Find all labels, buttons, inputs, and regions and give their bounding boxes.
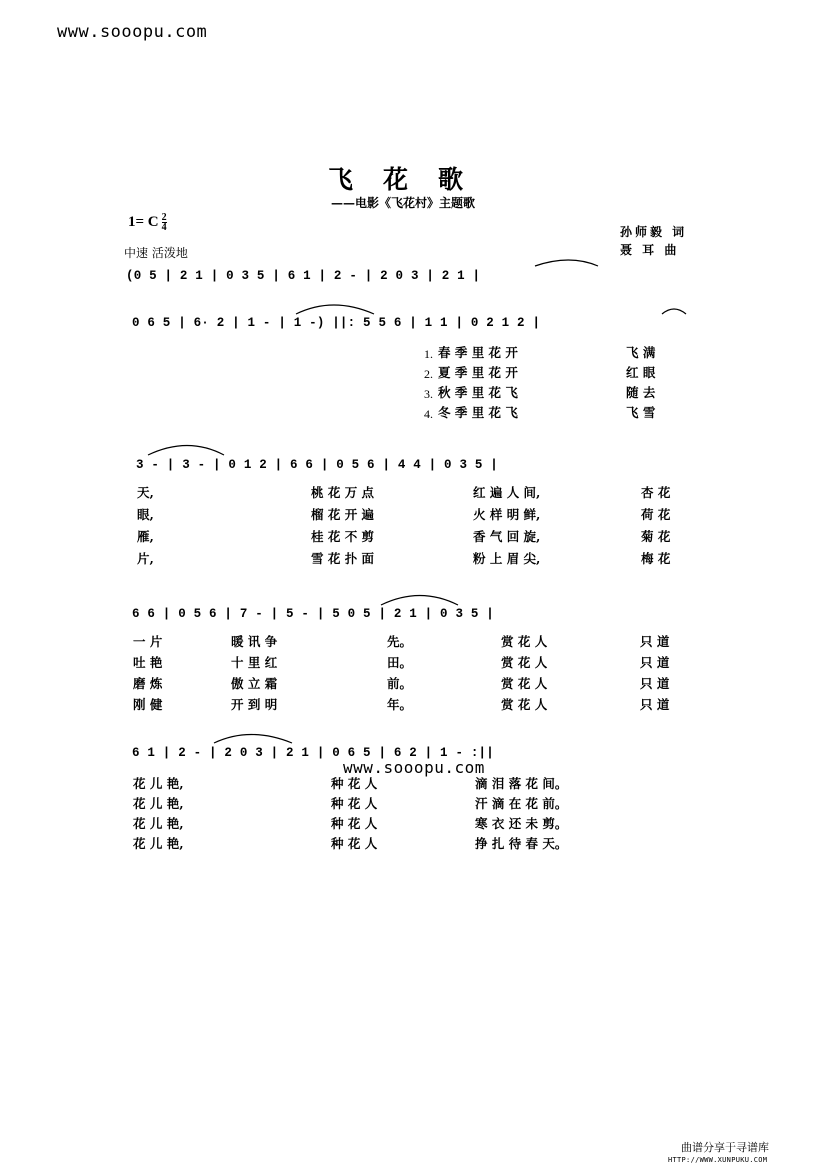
verse-number: 3. [424,387,433,401]
score-line-3: 3 - | 3 - | 0 1 2 | 6 6 | 0 5 6 | 4 4 | 0 3 5 | [136,458,498,472]
lyric-b: 种 花 人 [331,836,378,851]
song-subtitle: ——电影《飞花村》主题歌 [331,196,476,210]
verse-row [137,527,697,549]
verse-number: 1. [424,347,433,361]
lyric-d: 赏 花 人 [501,697,548,712]
verse-row [424,383,656,403]
lyric-b: 种 花 人 [331,816,378,831]
verse-row [133,774,693,794]
lyric-a: 一 片 [133,634,163,649]
lyric-d: 菊 花 [641,529,671,544]
lyric-c: 粉 上 眉 尖, [473,551,541,566]
footer-url[interactable]: HTTP://WWW.XUNPUKU.COM [668,1156,768,1164]
lyric-c: 年。 [387,697,413,712]
lyric-a: 眼, [137,507,154,522]
lyric-a: 花 儿 艳, [133,816,184,831]
verse-block-2 [137,483,697,571]
lyric-b: 傲 立 霜 [231,676,278,691]
verse-number: 2. [424,367,433,381]
lyric-c: 汗 滴 在 花 前。 [475,796,568,811]
lyric-b: 桃 花 万 点 [311,485,375,500]
verse-row [137,483,697,505]
verse-row [424,403,656,423]
lyric-e: 只 道 [640,697,670,712]
lyric-c: 滴 泪 落 花 间。 [475,776,568,791]
lyric-text: 夏 季 里 花 开 [438,365,518,380]
verse-number: 4. [424,407,433,421]
lyric-end: 飞 满 [626,345,656,360]
lyric-a: 雁, [137,529,154,544]
lyric-c: 先。 [387,634,413,649]
verse-row [133,653,693,674]
lyric-d: 赏 花 人 [501,655,548,670]
lyric-c: 前。 [387,676,413,691]
lyric-b: 桂 花 不 剪 [311,529,375,544]
lyric-c: 香 气 回 旋, [473,529,541,544]
lyric-a: 片, [137,551,154,566]
verse-block-1 [424,343,656,423]
lyric-b: 种 花 人 [331,776,378,791]
lyric-c: 挣 扎 待 春 天。 [475,836,568,851]
lyric-e: 只 道 [640,655,670,670]
lyricist-credit: 孙师毅 词 [620,225,688,239]
lyric-c: 田。 [387,655,413,670]
lyric-a: 天, [137,485,154,500]
tempo-marking: 中速 活泼地 [124,246,188,260]
verse-row [133,674,693,695]
lyric-b: 暖 讯 争 [231,634,278,649]
lyric-c: 红 遍 人 间, [473,485,541,500]
lyric-d: 赏 花 人 [501,634,548,649]
lyric-b: 榴 花 开 遍 [311,507,375,522]
time-bottom: 4 [161,222,167,233]
score-line-2: 0 6 5 | 6· 2 | 1 - | 1 -) ||: 5 5 6 | 1 1 | 0 2 1 2 | [132,316,541,330]
lyric-text: 冬 季 里 花 飞 [438,405,518,420]
lyric-b: 十 里 红 [231,655,278,670]
lyric-c: 寒 衣 还 未 剪。 [475,816,568,831]
lyric-c: 火 样 明 鲜, [473,507,541,522]
lyric-e: 只 道 [640,676,670,691]
verse-row [137,549,697,571]
lyric-text: 秋 季 里 花 飞 [438,385,518,400]
composer-credit: 聂 耳 曲 [620,243,680,257]
lyric-b: 种 花 人 [331,796,378,811]
lyric-e: 只 道 [640,634,670,649]
lyric-a: 花 儿 艳, [133,836,184,851]
lyric-d: 荷 花 [641,507,671,522]
verse-row [133,834,693,854]
song-title: 飞花歌 [328,165,494,194]
verse-row [424,363,656,383]
lyric-d: 赏 花 人 [501,676,548,691]
lyric-a: 花 儿 艳, [133,796,184,811]
footer-label: 曲谱分享于寻谱库 [681,1141,769,1154]
lyric-b: 开 到 明 [231,697,278,712]
score-line-5: 6 1 | 2 - | 2 0 3 | 2 1 | 0 6 5 | 6 2 | 1 - :|| [132,746,494,760]
verse-block-4 [133,774,693,854]
watermark-mid: www.sooopu.com [343,758,485,777]
verse-row [133,695,693,716]
score-line-1: (0 5 | 2 1 | 0 3 5 | 6 1 | 2 - | 2 0 3 | 2 1 | [126,269,481,283]
time-top: 2 [161,212,167,223]
key-label: 1= C [128,213,159,230]
lyric-text: 春 季 里 花 开 [438,345,518,360]
watermark-top: www.sooopu.com [57,22,208,42]
verse-block-3 [133,632,693,716]
lyric-a: 吐 艳 [133,655,163,670]
verse-row [133,632,693,653]
verse-row [137,505,697,527]
lyric-a: 刚 健 [133,697,163,712]
lyric-a: 花 儿 艳, [133,776,184,791]
lyric-end: 飞 雪 [626,405,656,420]
verse-row [133,794,693,814]
lyric-d: 杏 花 [641,485,671,500]
verse-row [133,814,693,834]
verse-row [424,343,656,363]
lyric-end: 随 去 [626,385,656,400]
score-line-4: 6 6 | 0 5 6 | 7 - | 5 - | 5 0 5 | 2 1 | 0 3 5 | [132,607,494,621]
lyric-b: 雪 花 扑 面 [311,551,375,566]
lyric-a: 磨 炼 [133,676,163,691]
lyric-end: 红 眼 [626,365,656,380]
lyric-d: 梅 花 [641,551,671,566]
